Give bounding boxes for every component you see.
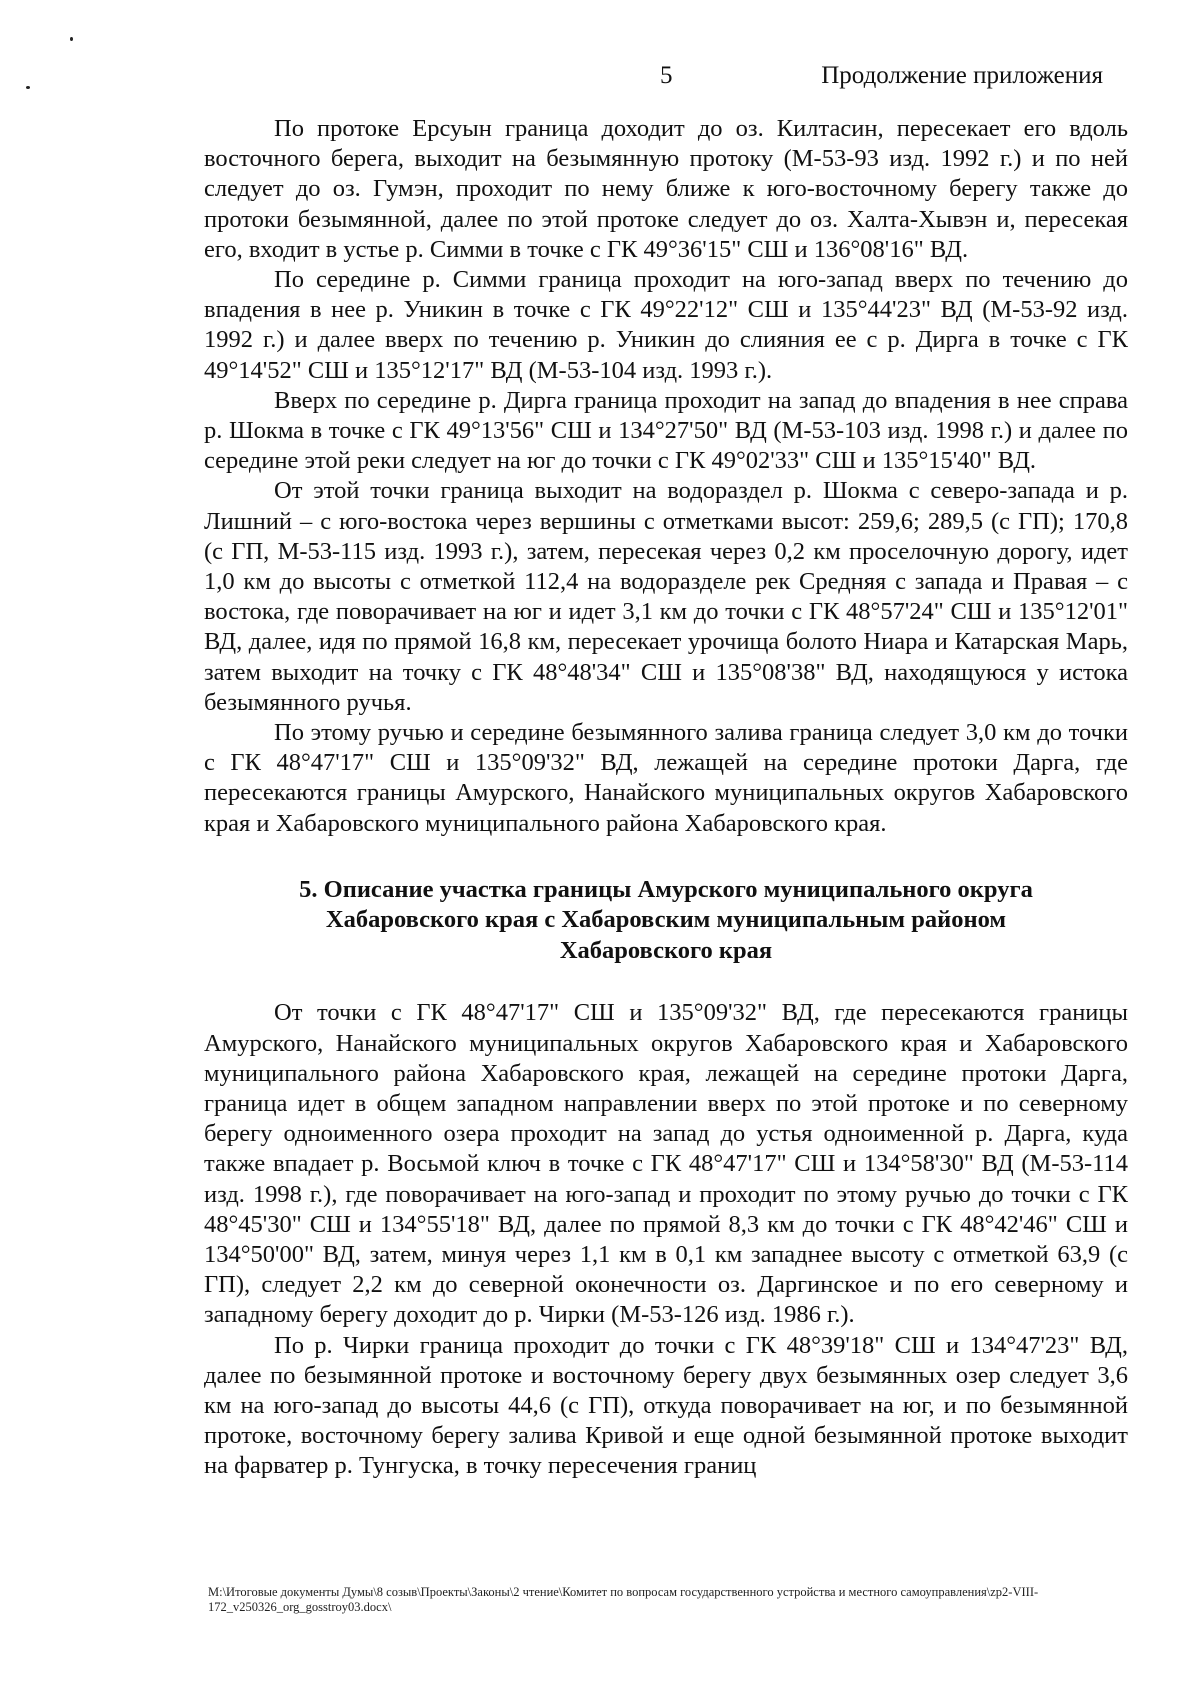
body-paragraph: По середине р. Симми граница проходит на юго-запад вверх по течению до впадения в нее р. Уникин в точке с ГК 49°22'12" СШ и 135°44'23" ВД (М-53-92 изд. 1992 г.) и далее вверх по течению р. Уникин до слияния ее с р. Дирга в точке с ГК 49°14'52" СШ и 135°12'17" ВД (М-53-104 изд. 1993 г.). xyxy=(204,266,1128,384)
document-body xyxy=(204,114,1128,1482)
footer-file-path: M:\Итоговые документы Думы\8 созыв\Проекты\Законы\2 чтение\Комитет по вопросам государственного устройства и местного самоуправления\zp2-VIII-172_v250326_org_gosstroy03.docx\ xyxy=(208,1585,1039,1614)
body-paragraph: По протоке Ерсуын граница доходит до оз. Килтасин, пересекает его вдоль восточного берега, выходит на безымянную протоку (М-53-93 изд. 1992 г.) и по ней следует до оз. Гумэн, проходит по нему ближе к юго-восточному берегу также до протоки безымянной, далее по этой протоке следует до оз. Халта-Хывэн и, пересекая его, входит в устье р. Симми в точке с ГК 49°36'15" СШ и 136°08'16" ВД. xyxy=(204,115,1128,263)
body-paragraph: По р. Чирки граница проходит до точки с ГК 48°39'18" СШ и 134°47'23" ВД, далее по безымянной протоке и восточному берегу двух безымянных озер следует 3,6 км на юго-запад до высоты 44,6 (с ГП), откуда поворачивает на юг, и по безымянной протоке, восточному берегу залива Кривой и еще одной безымянной протоке выходит на фарватер р. Тунгуска, в точку пересечения границ xyxy=(204,1331,1128,1480)
body-paragraph: Вверх по середине р. Дирга граница проходит на запад до впадения в нее справа р. Шокма в точке с ГК 49°13'56" СШ и 134°27'50" ВД (М-53-103 изд. 1998 г.) и далее по середине этой реки следует на юг до точки с ГК 49°02'33" СШ и 135°15'40" ВД. xyxy=(204,386,1128,475)
scan-speck xyxy=(70,37,73,41)
section-heading: 5. Описание участка границы Амурского муниципального округа Хабаровского края с Хабаровским муниципальным районом Хабаровского края xyxy=(299,875,1033,964)
body-paragraph: От этой точки граница выходит на водораздел р. Шокма с северо-запада и р. Лишний – с юго-востока через вершины с отметками высот: 259,6; 289,5 (с ГП); 170,8 (с ГП, М-53-115 изд. 1993 г.), затем, пересекая через 0,2 км проселочную дорогу, идет 1,0 км до высоты с отметкой 112,4 на водоразделе рек Средняя с запада и Правая – с востока, где поворачивает на юг и идет 3,1 км до точки с ГК 48°57'24" СШ и 135°12'01" ВД, далее, идя по прямой 16,8 км, пересекает урочища болото Ниара и Катарская Марь, затем выходит на точку с ГК 48°48'34" СШ и 135°08'38" ВД, находящуюся у истока безымянного ручья. xyxy=(204,477,1128,716)
continuation-label: Продолжение приложения xyxy=(821,62,1103,89)
scan-speck xyxy=(26,86,30,89)
body-paragraph: По этому ручью и середине безымянного залива граница следует 3,0 км до точки с ГК 48°47'17" СШ и 135°09'32" ВД, лежащей на середине протоки Дарга, где пересекаются границы Амурского, Нанайского муниципальных округов Хабаровского края и Хабаровского муниципального района Хабаровского края. xyxy=(204,719,1128,837)
body-paragraph: От точки с ГК 48°47'17" СШ и 135°09'32" ВД, где пересекаются границы Амурского, Нанайского муниципальных округов Хабаровского края и Хабаровского муниципального района Хабаровского края, лежащей на середине протоки Дарга, граница идет в общем западном направлении вверх по этой протоке и по северному берегу одноименного озера проходит на запад до устья одноименной р. Дарга, куда также впадает р. Восьмой ключ в точке с ГК 48°47'17" СШ и 134°58'30" ВД (М-53-114 изд. 1998 г.), где поворачивает на юго-запад и проходит по этому ручью до точки с ГК 48°45'30" СШ и 134°55'18" ВД, далее по прямой 8,3 км до точки с ГК 48°42'46" СШ и 134°50'00" ВД, затем, минуя через 1,1 км в 0,1 км западнее высоту с отметкой 63,9 (с ГП), следует 2,2 км до северной оконечности оз. Даргинское и по его северному и западному берегу доходит до р. Чирки (М-53-126 изд. 1986 г.). xyxy=(204,999,1128,1329)
page-number: 5 xyxy=(660,62,673,89)
